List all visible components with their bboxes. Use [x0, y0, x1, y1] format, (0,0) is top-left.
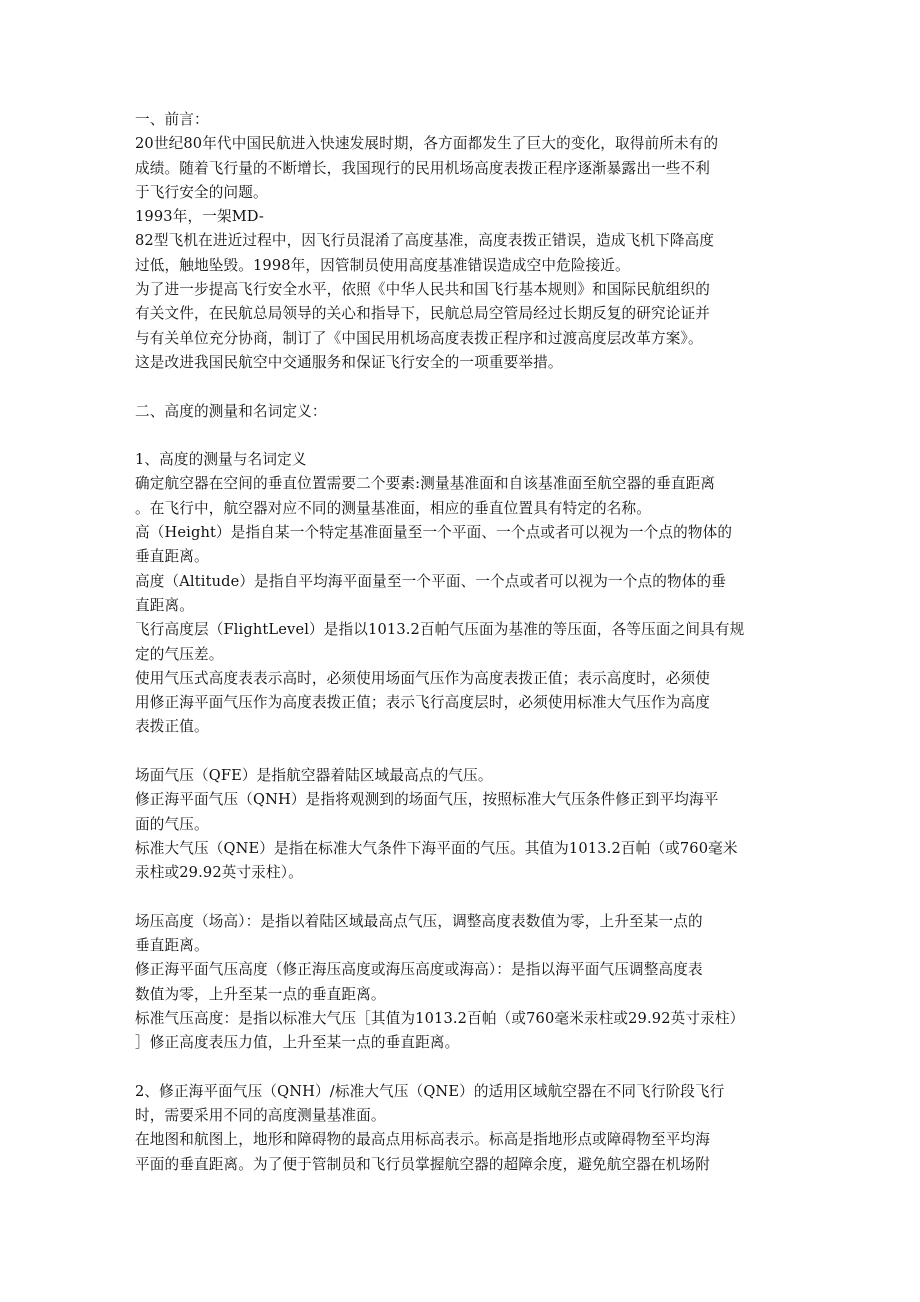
text-line: 过低，触地坠毁。1998年，因管制员使用高度基准错误造成空中危险接近。 — [135, 256, 630, 274]
text-line: 用修正海平面气压作为高度表拨正值；表示飞行高度层时，必须使用标准大气压作为高度 — [135, 694, 711, 712]
text-line: 这是改进我国民航空中交通服务和保证飞行安全的一项重要举措。 — [135, 353, 563, 371]
text-line: 修正海平面气压（QNH）是指将观测到的场面气压，按照标准大气压条件修正到平均海平 — [135, 791, 719, 809]
text-line: 。在飞行中，航空器对应不同的测量基准面，相应的垂直位置具有特定的名称。 — [135, 499, 652, 517]
text-line: 飞行高度层（FlightLevel）是指以1013.2百帕气压面为基准的等压面，各等压面之间具有规 — [135, 621, 745, 639]
text-line: 高度（Altitude）是指自平均海平面量至一个平面、一个点或者可以视为一个点的物体的垂 — [135, 572, 726, 590]
text-line: 82型飞机在进近过程中，因飞行员混淆了高度基准，高度表拨正错误，造成飞机下降高度 — [135, 232, 715, 250]
document-body — [135, 108, 790, 1177]
blank-line — [135, 886, 790, 910]
text-line: ］修正高度表压力值，上升至某一点的垂直距离。 — [135, 1034, 460, 1052]
text-line: 确定航空器在空间的垂直位置需要二个要素:测量基准面和自该基准面至航空器的垂直距离 — [135, 475, 716, 493]
text-line: 高（Height）是指自某一个特定基准面量至一个平面、一个点或者可以视为一个点的物体的 — [135, 524, 733, 542]
text-line: 平面的垂直距离。为了便于管制员和飞行员掌握航空器的超障余度，避免航空器在机场附 — [135, 1155, 711, 1173]
text-line: 一、前言： — [135, 111, 209, 128]
text-line: 场压高度（场高）：是指以着陆区域最高点气压，调整高度表数值为零，上升至某一点的 — [135, 912, 703, 930]
blank-line — [135, 424, 790, 448]
text-line: 标准大气压（QNE）是指在标准大气条件下海平面的气压。其值为1013.2百帕（或760毫米 — [135, 839, 738, 857]
blank-line — [135, 740, 790, 764]
text-line: 1、高度的测量与名词定义 — [135, 451, 307, 469]
text-line: 在地图和航图上，地形和障碍物的最高点用标高表示。标高是指地形点或障碍物至平均海 — [135, 1131, 711, 1149]
text-line: 直距离。 — [135, 596, 194, 614]
text-line: 于飞行安全的问题。 — [135, 183, 268, 201]
text-line: 有关文件，在民航总局领导的关心和指导下，民航总局空管局经过长期反复的研究论证并 — [135, 305, 711, 323]
text-line: 1993年，一架MD- — [135, 208, 265, 226]
text-line: 20世纪80年代中国民航进入快速发展时期，各方面都发生了巨大的变化，取得前所未有的 — [135, 135, 719, 153]
text-line: 2、修正海平面气压（QNH）/标准大气压（QNE）的适用区域航空器在不同飞行阶段飞行 — [135, 1082, 725, 1100]
text-line: 使用气压式高度表表示高时，必须使用场面气压作为高度表拨正值；表示高度时，必须使 — [135, 669, 711, 687]
text-line: 表拨正值。 — [135, 718, 209, 736]
text-line: 为了进一步提高飞行安全水平，依照《中华人民共和国飞行基本规则》和国际民航组织的 — [135, 281, 711, 299]
text-line: 与有关单位充分协商，制订了《中国民用机场高度表拨正程序和过渡高度层改革方案》。 — [135, 329, 703, 347]
text-line: 定的气压差。 — [135, 645, 224, 663]
blank-line — [135, 375, 790, 399]
text-line: 场面气压（QFE）是指航空器着陆区域最高点的气压。 — [135, 767, 493, 785]
text-line: 面的气压。 — [135, 815, 209, 833]
text-line: 垂直距离。 — [135, 937, 209, 955]
text-line: 修正海平面气压高度（修正海压高度或海压高度或海高）：是指以海平面气压调整高度表 — [135, 961, 703, 979]
text-line: 标准气压高度：是指以标准大气压［其值为1013.2百帕（或760毫米汞柱或29.92英寸汞柱） — [135, 1009, 745, 1027]
text-line: 垂直距离。 — [135, 548, 209, 566]
text-line: 二、高度的测量和名词定义： — [135, 402, 327, 420]
text-line: 时，需要采用不同的高度测量基准面。 — [135, 1107, 386, 1125]
text-line: 成绩。随着飞行量的不断增长，我国现行的民用机场高度表拨正程序逐渐暴露出一些不利 — [135, 159, 711, 177]
text-line: 汞柱或29.92英寸汞柱）。 — [135, 864, 303, 882]
blank-line — [135, 1056, 790, 1080]
text-line: 数值为零，上升至某一点的垂直距离。 — [135, 985, 386, 1003]
